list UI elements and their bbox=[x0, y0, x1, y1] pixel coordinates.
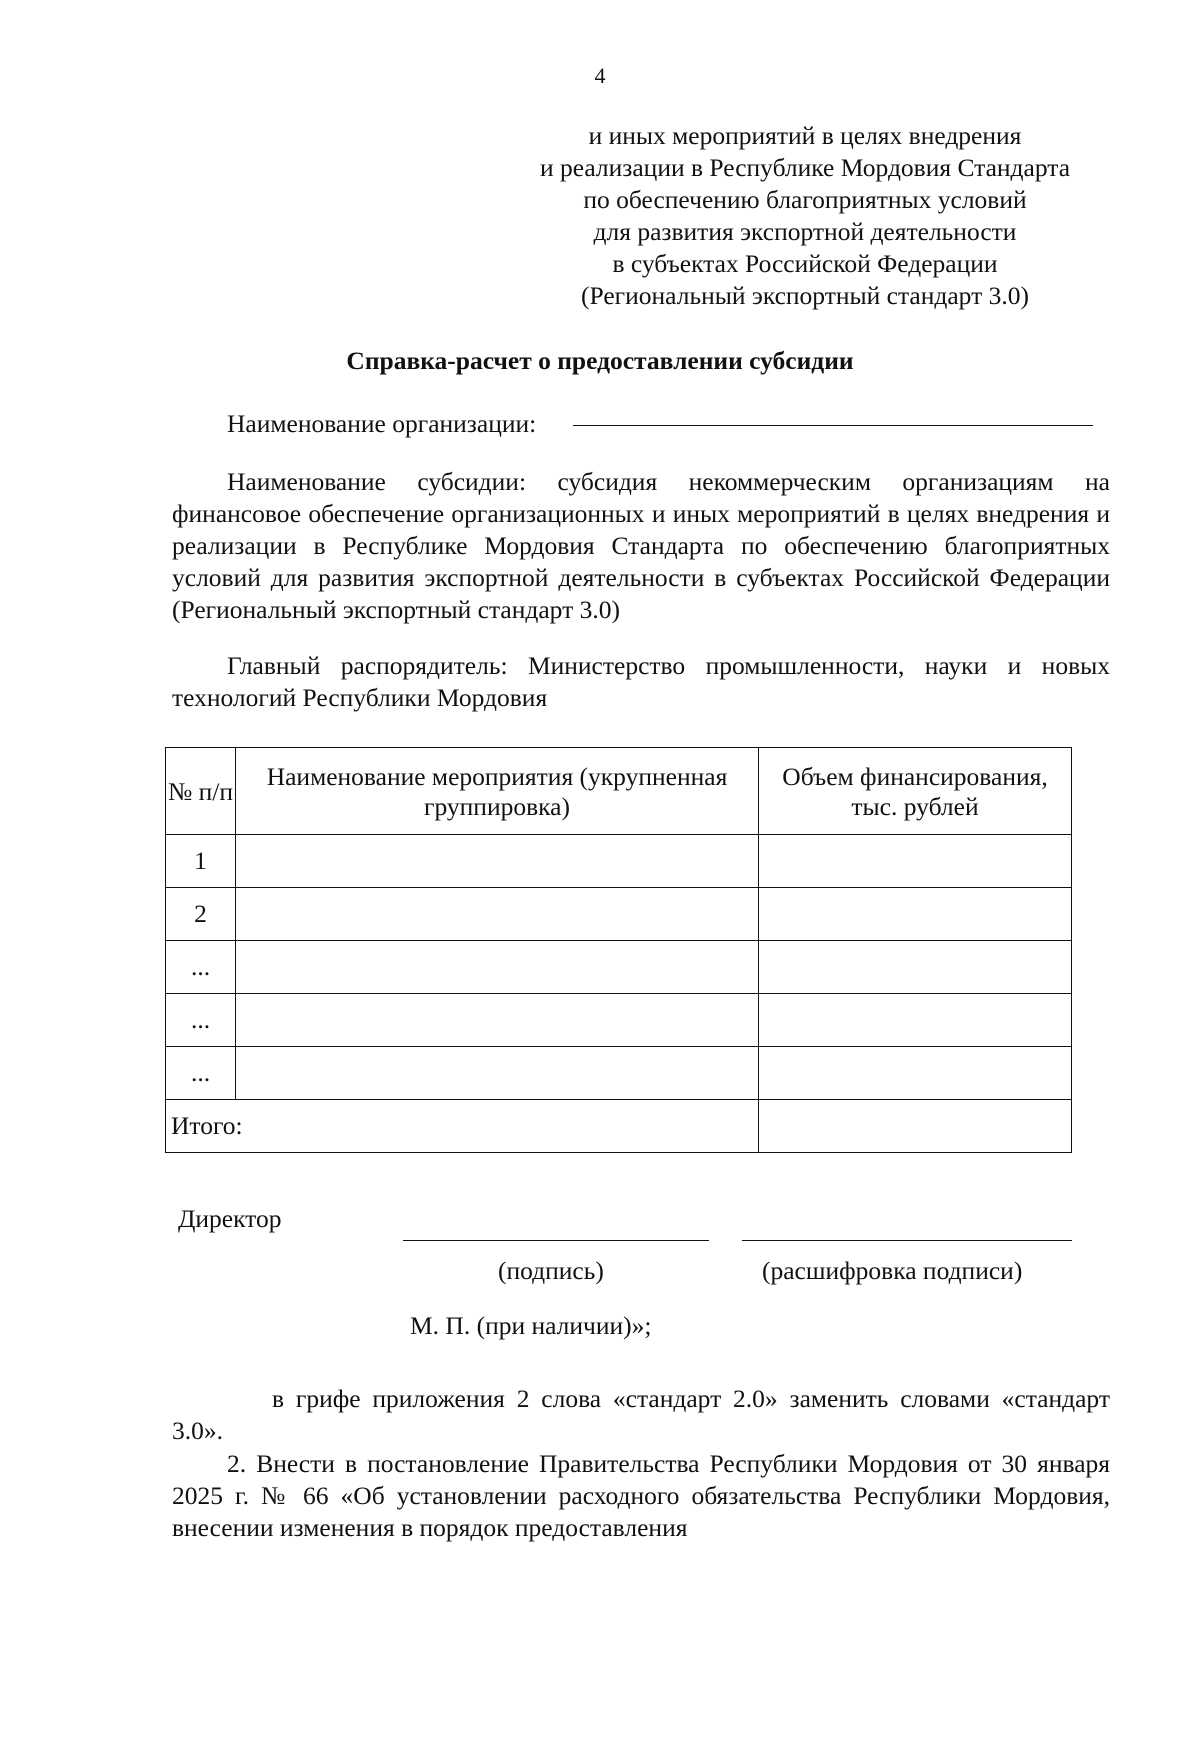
table-header-row bbox=[166, 748, 1072, 835]
header-activity: Наименование мероприятия (укрупненная группировка) bbox=[236, 748, 759, 835]
row-amount bbox=[759, 888, 1072, 941]
document-title: Справка-расчет о предоставлении субсидии bbox=[346, 346, 854, 375]
header-line: в субъектах Российской Федерации bbox=[612, 249, 998, 278]
header-line: для развития экспортной деятельности bbox=[593, 217, 1017, 246]
header-line: и реализации в Республике Мордовия Стандарта bbox=[539, 153, 1071, 182]
total-amount bbox=[759, 1100, 1072, 1153]
row-activity bbox=[236, 1047, 759, 1100]
row-number: 1 bbox=[166, 835, 236, 888]
row-amount bbox=[759, 994, 1072, 1047]
row-number: ... bbox=[166, 1047, 236, 1100]
table-row bbox=[166, 941, 1072, 994]
item-2-paragraph: 2. Внести в постановление Правительства Республики Мордовия от 30 января 2025 г. № 66 «Об установлении расходного обязательства Республики Мордовия, внесении изменения в порядок предоставления bbox=[172, 1449, 1110, 1542]
table-total-row bbox=[166, 1100, 1072, 1153]
row-activity bbox=[236, 994, 759, 1047]
page-number: 4 bbox=[594, 63, 606, 88]
header-number: № п/п bbox=[166, 748, 236, 835]
organization-label: Наименование организации: bbox=[227, 409, 537, 438]
subsidy-paragraph: Наименование субсидии: субсидия некоммерческим организациям на финансовое обеспечение организационных и иных мероприятий в целях внедрения и реализации в Республике Мордовия Стандарта по обеспечению благоприятных условий для развития экспортной деятельности в субъектах Российской Федерации (Региональный экспортный стандарт 3.0) bbox=[172, 467, 1110, 624]
signature-decode-caption: (расшифровка подписи) bbox=[762, 1256, 1023, 1285]
header-amount: Объем финансирования, тыс. рублей bbox=[759, 748, 1072, 835]
signature-caption: (подпись) bbox=[498, 1256, 604, 1285]
calculation-table bbox=[165, 747, 1072, 1153]
row-amount bbox=[759, 941, 1072, 994]
header-line: и иных мероприятий в целях внедрения bbox=[588, 121, 1022, 150]
row-amount bbox=[759, 835, 1072, 888]
table-row bbox=[166, 1047, 1072, 1100]
grif-paragraph bbox=[172, 1383, 1110, 1447]
row-activity bbox=[236, 888, 759, 941]
row-activity bbox=[236, 835, 759, 888]
row-number: ... bbox=[166, 994, 236, 1047]
row-number: ... bbox=[166, 941, 236, 994]
header-line: (Региональный экспортный стандарт 3.0) bbox=[581, 281, 1029, 310]
director-label: Директор bbox=[178, 1204, 282, 1233]
signature-decode-line bbox=[742, 1240, 1072, 1241]
manager-paragraph: Главный распорядитель: Министерство промышленности, науки и новых технологий Республики Мордовия bbox=[172, 651, 1110, 712]
table-row bbox=[166, 835, 1072, 888]
appendix-header bbox=[495, 120, 1115, 312]
grif-text: в грифе приложения 2 слова «стандарт 2.0» заменить словами «стандарт 3.0». bbox=[172, 1384, 1110, 1445]
table-row bbox=[166, 994, 1072, 1047]
row-activity bbox=[236, 941, 759, 994]
total-label: Итого: bbox=[166, 1100, 759, 1153]
signature-line bbox=[403, 1240, 709, 1241]
row-number: 2 bbox=[166, 888, 236, 941]
organization-line bbox=[172, 408, 1110, 440]
table-row bbox=[166, 888, 1072, 941]
header-line: по обеспечению благоприятных условий bbox=[583, 185, 1027, 214]
stamp-place: М. П. (при наличии)»; bbox=[410, 1311, 652, 1340]
row-amount bbox=[759, 1047, 1072, 1100]
organization-blank-line bbox=[573, 425, 1093, 426]
